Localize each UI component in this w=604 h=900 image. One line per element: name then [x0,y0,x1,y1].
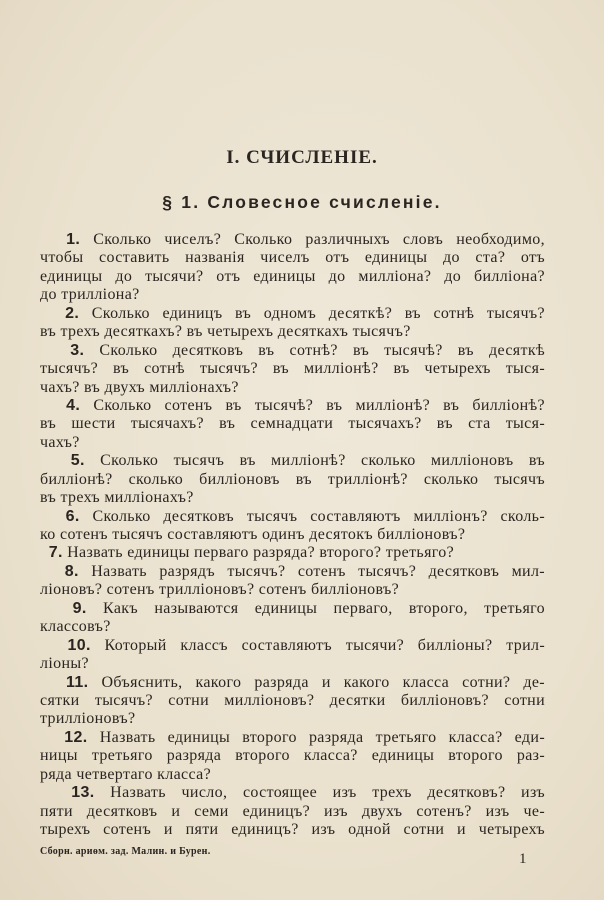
exercise-number: 1. [66,231,81,248]
line-text: ко сотенъ тысячъ составляютъ одинъ десятокъ билліоновъ? [40,526,466,543]
text-line [40,305,545,323]
text-line [40,323,545,341]
text-line [40,784,545,802]
text-line [40,581,545,599]
text-line [40,655,545,673]
exercise-number: 10. [67,636,91,654]
text-line [40,360,545,378]
line-text: Сколько десятковъ тысячъ составляютъ милліонъ? сколь- [92,507,545,525]
exercise-list [40,231,545,839]
line-text: Объяснить, какого разряда и какого класса сотни? де- [101,673,545,691]
line-text: чахъ? [40,433,80,451]
exercise-paragraph [40,231,545,305]
text-line [40,434,545,452]
text-line [40,821,545,839]
line-text: чахъ? въ двухъ милліонахъ? [40,378,239,396]
exercise-number: 9. [72,599,87,617]
text-line [40,286,545,304]
line-text: трилліоновъ? [40,710,136,728]
text-line [40,452,545,470]
line-text: въ трехъ десяткахъ? въ четырехъ десяткахъ тысячъ? [40,323,411,341]
text-line [40,692,545,710]
line-text: Назвать число, состоящее изъ трехъ десятковъ? изъ [110,784,545,802]
footer-signature: Сборн. ариѳм. зад. Малин. и Бурен. [40,846,211,857]
line-text: ліоны? [40,655,89,673]
line-text: тырехъ сотенъ и пяти единицъ? изъ одной сотни и четырехъ [40,821,545,838]
line-text: сятки тысячъ? сотни милліоновъ? десятки билліоновъ? сотни [40,691,545,709]
exercise-paragraph [40,508,545,545]
line-text: Сколько тысячъ въ милліонѣ? сколько милліоновъ въ [100,452,545,470]
text-line [40,397,545,415]
exercise-paragraph [40,600,545,637]
text-line [40,600,545,618]
exercise-paragraph [40,674,545,729]
exercise-paragraph [40,342,545,397]
chapter-title: I. СЧИСЛЕНІЕ. [226,147,378,168]
text-line [40,415,545,433]
line-text: ряда четвертаго класса? [40,765,212,783]
exercise-paragraph [40,305,545,342]
line-text: Сколько чиселъ? Сколько различныхъ словъ необходимо, [93,231,545,248]
line-text: Назвать единицы второго разряда третьяго класса? еди- [99,728,545,746]
exercise-number: 3. [70,341,85,359]
line-text: въ шести тысячахъ? въ семнадцати тысячахъ? въ ста тыся- [40,415,545,433]
line-text: Назвать разрядъ тысячъ? сотенъ тысячъ? десятковъ мил- [91,562,545,580]
text-line [40,747,545,765]
text-line [40,268,545,286]
text-line [40,710,545,728]
exercise-paragraph [40,784,545,839]
text-line [40,379,545,397]
text-line [40,231,545,249]
line-text: до трилліона? [40,286,140,304]
line-text: Сколько десятковъ въ сотнѣ? въ тысячѣ? въ десяткѣ [99,341,545,359]
exercise-paragraph [40,563,545,600]
exercise-paragraph [40,637,545,674]
text-line [40,342,545,360]
page-number: 1 [519,851,527,867]
text-line [40,637,545,655]
text-line [40,803,545,821]
text-line [40,618,545,636]
text-line [40,674,545,692]
exercise-number: 4. [66,396,81,414]
exercise-number: 8. [64,562,79,580]
line-text: Сколько сотенъ въ тысячѣ? въ милліонѣ? въ билліонѣ? [93,396,545,414]
text-line [40,471,545,489]
line-text: ницы третьяго разряда второго класса? единицы второго раз- [40,747,545,765]
text-line [40,508,545,526]
exercise-paragraph [40,729,545,784]
line-text: билліонѣ? сколько билліоновъ въ трилліонѣ? сколько тысячъ [40,470,545,488]
line-text: классовъ? [40,618,111,636]
text-line [40,563,545,581]
line-text: тысячъ? въ сотнѣ тысячъ? въ милліонѣ? въ четырехъ тыся- [40,360,545,378]
text-line [40,544,545,562]
exercise-paragraph [40,544,545,562]
line-text: ліоновъ? сотенъ трилліоновъ? сотенъ билліоновъ? [40,581,400,599]
exercise-paragraph [40,452,545,507]
exercise-number: 12. [64,728,88,746]
line-text: въ трехъ милліонахъ? [40,489,194,507]
line-text: Назвать единицы перваго разряда? второго? третьяго? [67,544,455,562]
exercise-number: 5. [70,452,85,470]
line-text: чтобы составить названія чиселъ отъ единицы до ста? отъ [40,249,545,267]
text-line [40,489,545,507]
exercise-number: 7. [48,544,63,562]
exercise-number: 6. [65,507,80,525]
line-text: Какъ называются единицы перваго, второго, третьяго [103,599,545,617]
line-text: Сколько единицъ въ одномъ десяткѣ? въ сотнѣ тысячъ? [91,304,545,322]
text-line [40,766,545,784]
exercise-number: 2. [65,304,80,322]
line-text: Который классъ составляютъ тысячи? билліоны? трил- [104,636,545,654]
line-text: единицы до тысячи? отъ единицы до милліона? до билліона? [40,267,545,285]
text-line [40,729,545,747]
text-line [40,526,545,544]
exercise-number: 11. [66,673,89,691]
text-line [40,249,545,267]
exercise-number: 13. [71,784,95,802]
line-text: пяти десятковъ и семи единицъ? изъ двухъ сотенъ? изъ че- [40,802,545,820]
section-title: § 1. Словесное счисленіе. [162,192,442,212]
exercise-paragraph [40,397,545,452]
